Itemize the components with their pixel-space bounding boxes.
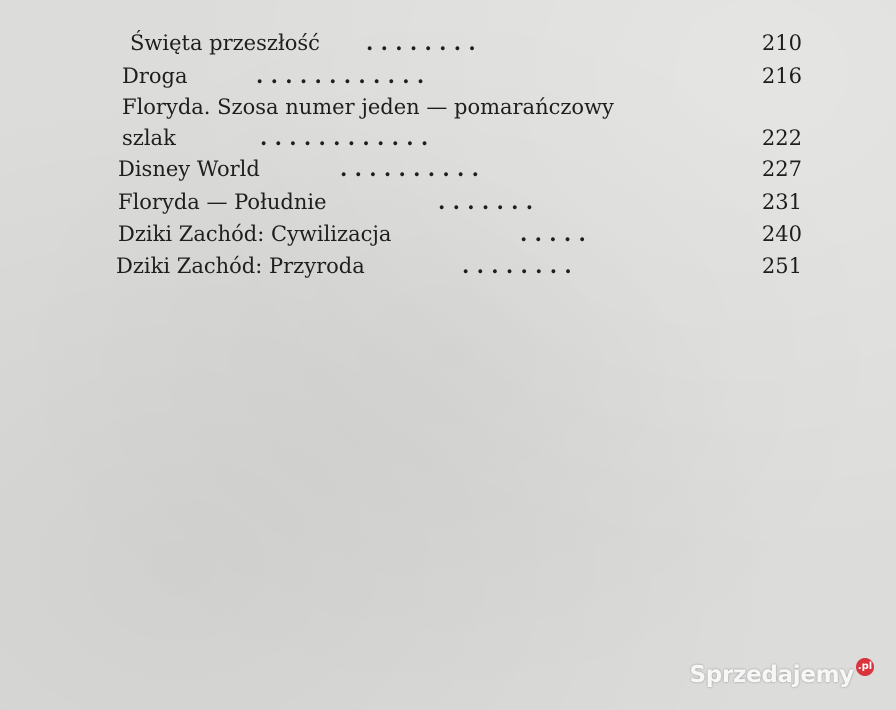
toc-entry (118, 218, 810, 250)
toc-entry-leader: . . . . . . . (438, 189, 534, 214)
toc-entry-title: Dziki Zachód: Cywilizacja (118, 222, 392, 246)
toc-entry-page: 222 (761, 126, 802, 150)
toc-entry (118, 153, 810, 185)
toc-entry-title-line2: szlak (122, 126, 176, 150)
toc-entry-page: 227 (761, 157, 802, 181)
toc-entry-leader: . . . . . . . . (462, 253, 572, 278)
toc-entry-continuation (122, 122, 810, 154)
toc-entry (118, 186, 810, 218)
toc-entry-leader: . . . . . (520, 221, 586, 246)
toc-entry-page: 251 (761, 254, 802, 278)
toc-entry-leader: . . . . . . . . . . . . (256, 63, 425, 88)
toc-entry-title: Floryda — Południe (118, 190, 327, 214)
toc-entry-title: Floryda. Szosa numer jeden — pomarańczowy (122, 95, 614, 119)
toc-entry-leader: . . . . . . . . (366, 30, 476, 55)
toc-entry (116, 250, 810, 282)
watermark-text: Sprzedajemy (689, 662, 854, 688)
toc-entry-title: Święta przeszłość (130, 31, 320, 55)
watermark-badge: .pl (856, 658, 874, 676)
toc-entry-title: Disney World (118, 157, 260, 181)
toc-entry-page: 210 (761, 31, 802, 55)
toc-entry (130, 27, 810, 59)
toc-entry (122, 91, 810, 123)
toc-entry-page: 240 (761, 222, 802, 246)
watermark-logo (690, 662, 874, 692)
toc-entry-leader: . . . . . . . . . . (340, 156, 479, 181)
toc-entry-leader: . . . . . . . . . . . . (260, 125, 429, 150)
toc-entry-title: Droga (122, 64, 188, 88)
toc-entry-page: 231 (761, 190, 802, 214)
toc-entry-title: Dziki Zachód: Przyroda (116, 254, 365, 278)
toc-entry (122, 60, 810, 92)
toc-entry-page: 216 (761, 64, 802, 88)
